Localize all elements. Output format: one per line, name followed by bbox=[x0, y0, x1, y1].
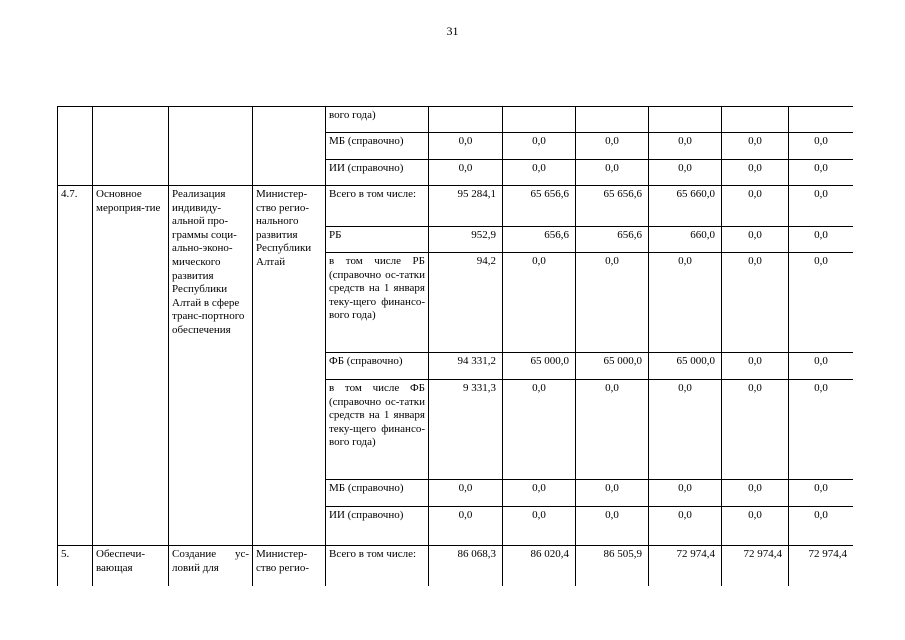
value-cell: 0,0 bbox=[649, 160, 722, 186]
value-cell: 0,0 bbox=[789, 380, 854, 480]
value-cell: 0,0 bbox=[649, 480, 722, 507]
value-cell: 0,0 bbox=[649, 133, 722, 160]
value-cell: 65 660,0 bbox=[649, 186, 722, 227]
value-cell: 72 974,4 bbox=[649, 546, 722, 586]
value-cell: 0,0 bbox=[503, 480, 576, 507]
source-cell: ФБ (справочно) bbox=[326, 353, 429, 380]
value-cell: 0,0 bbox=[576, 507, 649, 546]
executor-cell bbox=[253, 107, 326, 186]
source-cell: ИИ (справочно) bbox=[326, 160, 429, 186]
value-cell: 0,0 bbox=[649, 507, 722, 546]
value-cell: 0,0 bbox=[789, 186, 854, 227]
value-cell: 0,0 bbox=[789, 507, 854, 546]
value-cell: 0,0 bbox=[429, 480, 503, 507]
value-cell: 0,0 bbox=[429, 507, 503, 546]
type-cell bbox=[93, 107, 169, 186]
value-cell: 65 000,0 bbox=[649, 353, 722, 380]
value-cell: 656,6 bbox=[503, 227, 576, 253]
value-cell: 65 656,6 bbox=[576, 186, 649, 227]
value-cell: 0,0 bbox=[429, 133, 503, 160]
value-cell: 0,0 bbox=[503, 133, 576, 160]
value-cell: 0,0 bbox=[503, 253, 576, 353]
value-cell: 0,0 bbox=[722, 186, 789, 227]
value-cell: 94 331,2 bbox=[429, 353, 503, 380]
value-cell: 0,0 bbox=[576, 480, 649, 507]
value-cell: 656,6 bbox=[576, 227, 649, 253]
number-cell bbox=[58, 107, 93, 186]
page-number: 31 bbox=[446, 24, 459, 38]
value-cell: 0,0 bbox=[722, 380, 789, 480]
value-cell: 0,0 bbox=[429, 160, 503, 186]
item-name: Реализация индивиду-альной про-граммы соци-ально-эконо-мического развития Республики Алтай в сфере транс-портного обеспечения bbox=[169, 186, 253, 546]
value-cell: 0,0 bbox=[576, 253, 649, 353]
item-type: Обеспечи-вающая bbox=[93, 546, 169, 586]
value-cell: 0,0 bbox=[722, 133, 789, 160]
value-cell: 0,0 bbox=[722, 480, 789, 507]
table-row bbox=[58, 186, 854, 227]
item-executor: Министер-ство регио-нального развития Республики Алтай bbox=[253, 186, 326, 546]
item-name: Создание ус-ловий для bbox=[169, 546, 253, 586]
value-cell: 0,0 bbox=[789, 253, 854, 353]
value-cell: 0,0 bbox=[789, 133, 854, 160]
value-cell: 86 505,9 bbox=[576, 546, 649, 586]
item-type: Основное мероприя-тие bbox=[93, 186, 169, 546]
value-cell: 9 331,3 bbox=[429, 380, 503, 480]
value-cell: 0,0 bbox=[503, 160, 576, 186]
budget-table-container bbox=[57, 106, 853, 590]
value-cell: 0,0 bbox=[576, 133, 649, 160]
name-cell bbox=[169, 107, 253, 186]
value-cell: 0,0 bbox=[722, 507, 789, 546]
item-number: 4.7. bbox=[58, 186, 93, 546]
value-cell: 0,0 bbox=[789, 480, 854, 507]
value-cell: 660,0 bbox=[649, 227, 722, 253]
value-cell: 0,0 bbox=[576, 160, 649, 186]
value-cell: 0,0 bbox=[722, 353, 789, 380]
value-cell bbox=[503, 107, 576, 133]
source-cell: ИИ (справочно) bbox=[326, 507, 429, 546]
source-cell: Всего в том числе: bbox=[326, 546, 429, 586]
value-cell bbox=[649, 107, 722, 133]
value-cell: 0,0 bbox=[503, 380, 576, 480]
value-cell: 0,0 bbox=[649, 253, 722, 353]
value-cell: 65 656,6 bbox=[503, 186, 576, 227]
item-executor: Министер-ство регио- bbox=[253, 546, 326, 586]
value-cell: 0,0 bbox=[722, 227, 789, 253]
value-cell: 952,9 bbox=[429, 227, 503, 253]
table-row bbox=[58, 107, 854, 133]
value-cell: 86 068,3 bbox=[429, 546, 503, 586]
table-row bbox=[58, 546, 854, 586]
source-cell: МБ (справочно) bbox=[326, 133, 429, 160]
value-cell: 65 000,0 bbox=[576, 353, 649, 380]
source-cell: в том числе ФБ (справочно ос-татки средств на 1 января теку-щего финансо-вого года) bbox=[326, 380, 429, 480]
value-cell: 94,2 bbox=[429, 253, 503, 353]
budget-table bbox=[57, 106, 853, 586]
value-cell: 72 974,4 bbox=[789, 546, 854, 586]
source-cell: Всего в том числе: bbox=[326, 186, 429, 227]
source-cell: МБ (справочно) bbox=[326, 480, 429, 507]
value-cell: 0,0 bbox=[789, 160, 854, 186]
value-cell bbox=[576, 107, 649, 133]
source-cell: в том числе РБ (справочно ос-татки средств на 1 января теку-щего финансо-вого года) bbox=[326, 253, 429, 353]
value-cell: 0,0 bbox=[649, 380, 722, 480]
source-cell: вого года) bbox=[326, 107, 429, 133]
item-number: 5. bbox=[58, 546, 93, 586]
value-cell: 0,0 bbox=[789, 353, 854, 380]
source-cell: РБ bbox=[326, 227, 429, 253]
value-cell: 86 020,4 bbox=[503, 546, 576, 586]
value-cell: 95 284,1 bbox=[429, 186, 503, 227]
value-cell: 0,0 bbox=[503, 507, 576, 546]
value-cell: 65 000,0 bbox=[503, 353, 576, 380]
value-cell: 0,0 bbox=[722, 160, 789, 186]
value-cell: 0,0 bbox=[722, 253, 789, 353]
value-cell bbox=[722, 107, 789, 133]
value-cell: 72 974,4 bbox=[722, 546, 789, 586]
value-cell: 0,0 bbox=[789, 227, 854, 253]
value-cell: 0,0 bbox=[576, 380, 649, 480]
value-cell bbox=[789, 107, 854, 133]
value-cell bbox=[429, 107, 503, 133]
